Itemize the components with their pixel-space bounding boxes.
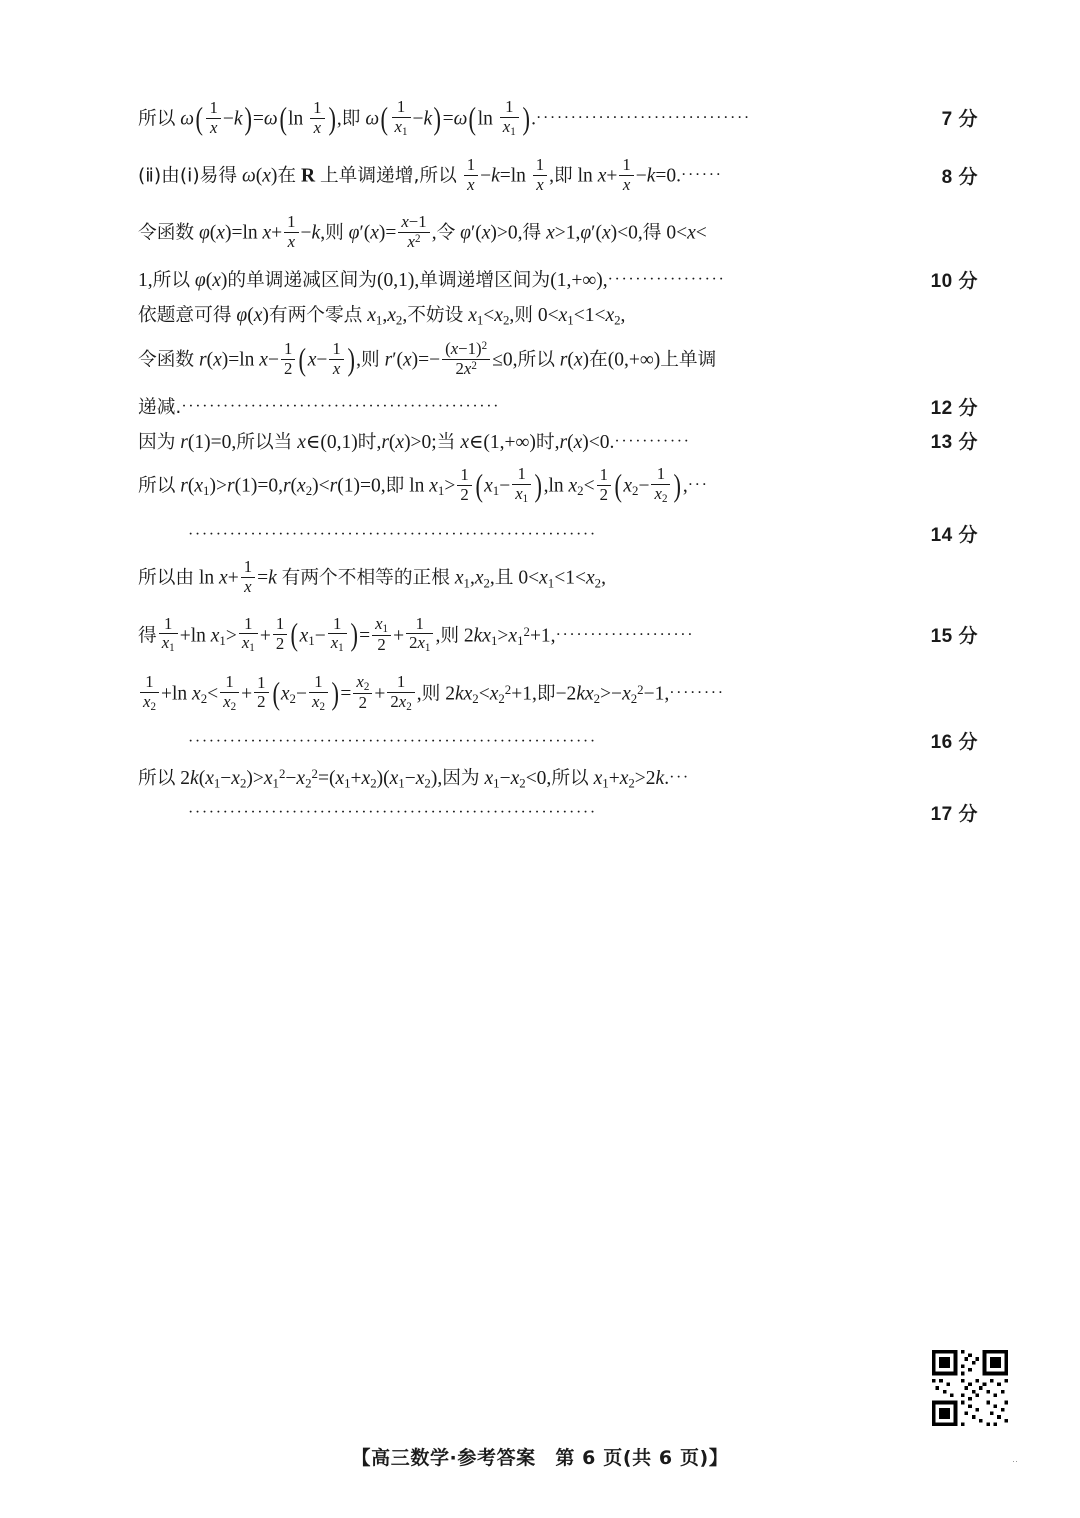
score-label: 15 分 <box>930 625 978 647</box>
qr-code <box>932 1350 1008 1426</box>
solution-line-8: 因为 r(1)=0,所以当 x∈(0,1)时,r(x)>0;当 x∈(1,+∞)时,r(x)<0.··········· 13 分 <box>138 431 978 454</box>
solution-line-11: 所以由 ln x+ $\frac{1}{x}$ =k 有两个不相等的正根 $x_1,x_2$,且 $0<x_1<1<x_2$, <box>138 557 606 596</box>
solution-line-6: 令函数 r(x)=ln x− $\frac{1}{2}$ (x− $\frac{1}{x}$ ),则 r′(x)=− $\frac{(x-1)^2}{2x^2}$ ≤0,所以 r(x)在(0,+∞)上单调 <box>138 338 717 378</box>
solution-line-13: $\frac{1}{x_2}$ +ln $x_2<$ $\frac{1}{x_2}$ + $\frac{1}{2}$ ($x_2-$ $\frac{1}{x_2}$ )= $\frac{x_2}{2}$ + $\frac{1}{2x_2}$ ,则 $2kx_2<x_2^2+1$,即$-2kx_2>-x_2^2-1,\cdot\cdot\cdot\cdot\cdot\cdot\cdot\cdot$ <box>138 675 978 715</box>
solution-line-1: 所以 ω( $\frac{1}{x}$ −k)=ω(ln $\frac{1}{x}$ ),即 ω( $\frac{1}{x_1}$ −k)=ω(ln $\frac{1}{x_1}$ ).······························· 7 分 <box>138 97 978 138</box>
solution-line-14: ··························································· 16 分 <box>188 732 978 754</box>
corner-mark: ·· <box>1012 1456 1018 1466</box>
solution-line-10: ··························································· 14 分 <box>188 524 978 546</box>
page-footer: 【高三数学·参考答案 第 6 页(共 6 页)】 <box>351 1447 729 1469</box>
solution-line-12: 得 $\frac{1}{x_1}$ +ln $x_1>$ $\frac{1}{x_1}$ + $\frac{1}{2}$ ($x_1-$ $\frac{1}{x_1}$ )= $\frac{x_1}{2}$ + $\frac{1}{2x_1}$ ,则 $2kx_1>x_1^2+1,\cdot\cdot\cdot\cdot\cdot\cdot\cdot\cdot\cdot\cdot\cdot\cdot\cdot\cdot\cdot\cdot\cdot\cdot\cdot\cdot$ 15 分 <box>138 613 978 655</box>
score-label: 17 分 <box>930 803 978 825</box>
solution-line-7: 递减.·············································· 12 分 <box>138 397 978 419</box>
score-label: 13 分 <box>930 432 978 454</box>
solution-line-2: (ⅱ)由(ⅰ)易得 ω(x)在 R 上单调递增,所以 $\frac{1}{x}$ −k=ln $\frac{1}{x}$ ,即 ln x+ $\frac{1}{x}$ −k=0.······ 8 分 <box>138 155 978 194</box>
solution-line-9: 所以 $r(x_1)>r(1)=0,r(x_2)<r(1)=0$,即 $\ln x_1>$ $\frac{1}{2}$ ($x_1-$ $\frac{1}{x_1}$ ),ln $x_2<$ $\frac{1}{2}$ ($x_2-$ $\frac{1}{x_2}$ ),··· <box>138 464 709 506</box>
score-label: 7 分 <box>941 109 978 131</box>
solution-line-5: 依题意可得 φ(x)有两个零点 $x_1,x_2$,不妨设 $x_1<x_2$,则 $0<x_1<1<x_2$, <box>138 304 626 328</box>
score-label: 10 分 <box>930 270 978 292</box>
score-label: 14 分 <box>930 524 978 546</box>
score-label: 12 分 <box>930 397 978 419</box>
solution-line-15: 所以 $2k(x_1-x_2)>x_1^2-x_2^2=(x_1+x_2)(x_1-x_2)$,因为 $x_1-x_2<0$,所以 $x_1+x_2>2k.\cdot\cdot\cdot$ <box>138 766 690 790</box>
solution-line-3: 令函数 φ(x)=ln x+ $\frac{1}{x}$ −k,则 φ′(x)= $\frac{x-1}{x^2}$ ,令 φ′(x)>0,得 x>1,φ′(x)<0,得 0<x< <box>138 211 707 251</box>
score-label: 8 分 <box>941 166 978 188</box>
score-label: 16 分 <box>930 732 978 754</box>
solution-body <box>138 97 978 839</box>
solution-line-16: ··························································· 17 分 <box>188 803 978 825</box>
solution-line-4: 1,所以 φ(x)的单调递减区间为(0,1),单调递增区间为(1,+∞),················· 10 分 <box>138 270 978 292</box>
